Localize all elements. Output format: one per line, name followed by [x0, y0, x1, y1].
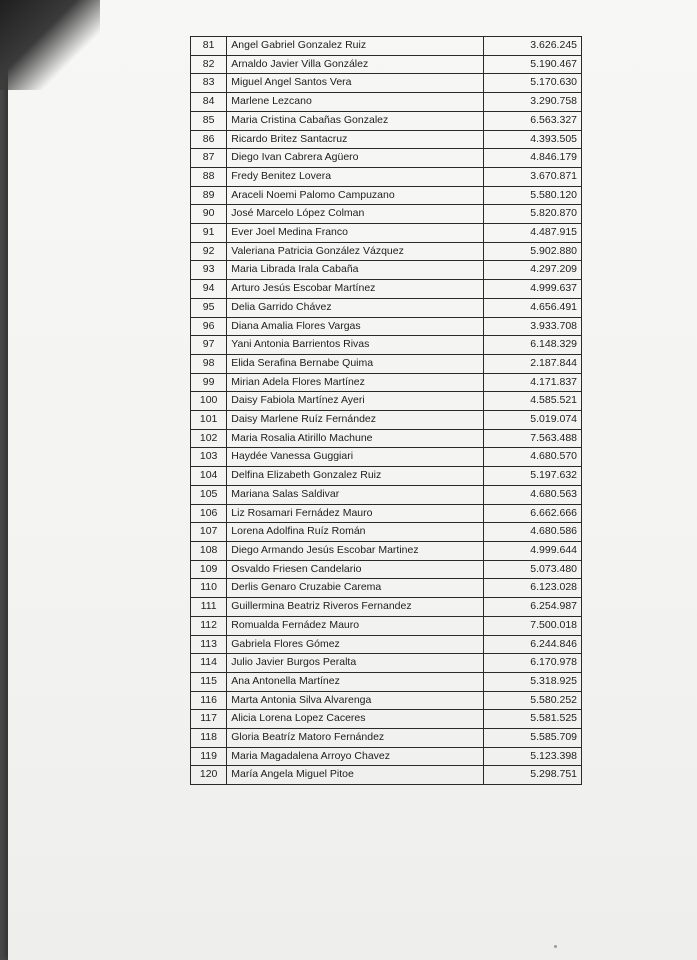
row-number: 106 — [191, 504, 227, 523]
row-number: 84 — [191, 93, 227, 112]
row-number: 81 — [191, 37, 227, 56]
table-row — [191, 224, 582, 243]
row-amount: 3.626.245 — [484, 37, 582, 56]
row-amount: 5.170.630 — [484, 74, 582, 93]
row-amount: 6.123.028 — [484, 579, 582, 598]
row-name: Maria Rosalia Atirillo Machune — [227, 429, 484, 448]
row-number: 85 — [191, 111, 227, 130]
row-number: 101 — [191, 411, 227, 430]
row-number: 88 — [191, 167, 227, 186]
row-name: Yani Antonia Barrientos Rivas — [227, 336, 484, 355]
row-name: Valeriana Patricia González Vázquez — [227, 242, 484, 261]
table-row — [191, 598, 582, 617]
row-name: Ana Antonella Martínez — [227, 672, 484, 691]
row-name: Maria Magadalena Arroyo Chavez — [227, 747, 484, 766]
row-number: 97 — [191, 336, 227, 355]
row-amount: 5.190.467 — [484, 55, 582, 74]
row-number: 111 — [191, 598, 227, 617]
row-amount: 7.500.018 — [484, 616, 582, 635]
row-number: 117 — [191, 710, 227, 729]
row-name: Marta Antonia Silva Alvarenga — [227, 691, 484, 710]
row-name: Ricardo Britez Santacruz — [227, 130, 484, 149]
table-row — [191, 186, 582, 205]
row-name: Delfina Elizabeth Gonzalez Ruiz — [227, 467, 484, 486]
row-number: 93 — [191, 261, 227, 280]
table-row — [191, 560, 582, 579]
row-name: Julio Javier Burgos Peralta — [227, 654, 484, 673]
row-name: Miguel Angel Santos Vera — [227, 74, 484, 93]
table-row — [191, 37, 582, 56]
row-amount: 6.662.666 — [484, 504, 582, 523]
table-row — [191, 149, 582, 168]
row-amount: 4.297.209 — [484, 261, 582, 280]
row-number: 83 — [191, 74, 227, 93]
row-number: 116 — [191, 691, 227, 710]
row-name: Diego Armando Jesús Escobar Martinez — [227, 541, 484, 560]
row-amount: 4.171.837 — [484, 373, 582, 392]
row-amount: 4.487.915 — [484, 224, 582, 243]
row-amount: 6.170.978 — [484, 654, 582, 673]
table-row — [191, 55, 582, 74]
row-name: Arturo Jesús Escobar Martínez — [227, 280, 484, 299]
row-amount: 5.197.632 — [484, 467, 582, 486]
table-row — [191, 261, 582, 280]
row-amount: 4.393.505 — [484, 130, 582, 149]
row-amount: 5.298.751 — [484, 766, 582, 785]
table-row — [191, 541, 582, 560]
table-row — [191, 616, 582, 635]
row-amount: 4.680.570 — [484, 448, 582, 467]
row-number: 94 — [191, 280, 227, 299]
row-amount: 6.244.846 — [484, 635, 582, 654]
row-amount: 7.563.488 — [484, 429, 582, 448]
table-row — [191, 111, 582, 130]
row-name: Marlene Lezcano — [227, 93, 484, 112]
table-row — [191, 747, 582, 766]
row-name: Alicia Lorena Lopez Caceres — [227, 710, 484, 729]
row-number: 108 — [191, 541, 227, 560]
table-row — [191, 298, 582, 317]
row-number: 99 — [191, 373, 227, 392]
row-name: Haydée Vanessa Guggiari — [227, 448, 484, 467]
row-amount: 4.999.637 — [484, 280, 582, 299]
table-row — [191, 672, 582, 691]
row-amount: 5.820.870 — [484, 205, 582, 224]
table-row — [191, 766, 582, 785]
row-name: Mirian Adela Flores Martínez — [227, 373, 484, 392]
row-name: Daisy Fabiola Martínez Ayeri — [227, 392, 484, 411]
row-name: Araceli Noemi Palomo Campuzano — [227, 186, 484, 205]
row-number: 115 — [191, 672, 227, 691]
row-name: Maria Cristina Cabañas Gonzalez — [227, 111, 484, 130]
table-row — [191, 448, 582, 467]
row-amount: 4.680.563 — [484, 485, 582, 504]
table-row — [191, 635, 582, 654]
table-row — [191, 130, 582, 149]
table-row — [191, 579, 582, 598]
row-amount: 4.999.644 — [484, 541, 582, 560]
row-amount: 5.580.252 — [484, 691, 582, 710]
row-name: Gabriela Flores Gómez — [227, 635, 484, 654]
table-row — [191, 205, 582, 224]
row-number: 112 — [191, 616, 227, 635]
paper-speck — [554, 945, 557, 948]
table-body — [191, 37, 582, 785]
row-number: 91 — [191, 224, 227, 243]
table-row — [191, 93, 582, 112]
row-number: 104 — [191, 467, 227, 486]
row-name: Elida Serafina Bernabe Quima — [227, 354, 484, 373]
row-name: Diego Ivan Cabrera Agüero — [227, 149, 484, 168]
row-number: 90 — [191, 205, 227, 224]
row-amount: 5.019.074 — [484, 411, 582, 430]
table-row — [191, 467, 582, 486]
row-number: 95 — [191, 298, 227, 317]
row-name: Gloria Beatríz Matoro Fernández — [227, 729, 484, 748]
row-number: 107 — [191, 523, 227, 542]
table-row — [191, 691, 582, 710]
table-row — [191, 504, 582, 523]
row-number: 114 — [191, 654, 227, 673]
table-row — [191, 654, 582, 673]
row-name: Liz Rosamari Fernádez Mauro — [227, 504, 484, 523]
row-name: Diana Amalia Flores Vargas — [227, 317, 484, 336]
table-row — [191, 729, 582, 748]
row-number: 102 — [191, 429, 227, 448]
row-number: 103 — [191, 448, 227, 467]
row-name: Mariana Salas Saldivar — [227, 485, 484, 504]
table-row — [191, 280, 582, 299]
row-number: 109 — [191, 560, 227, 579]
row-amount: 5.123.398 — [484, 747, 582, 766]
row-number: 96 — [191, 317, 227, 336]
row-amount: 5.585.709 — [484, 729, 582, 748]
row-number: 92 — [191, 242, 227, 261]
row-name: Delia Garrido Chávez — [227, 298, 484, 317]
row-number: 82 — [191, 55, 227, 74]
row-number: 98 — [191, 354, 227, 373]
row-number: 119 — [191, 747, 227, 766]
row-name: Maria Librada Irala Cabaña — [227, 261, 484, 280]
row-amount: 3.933.708 — [484, 317, 582, 336]
row-name: Fredy Benitez Lovera — [227, 167, 484, 186]
table-row — [191, 336, 582, 355]
row-amount: 5.581.525 — [484, 710, 582, 729]
row-name: María Angela Miguel Pitoe — [227, 766, 484, 785]
row-amount: 6.148.329 — [484, 336, 582, 355]
row-name: José Marcelo López Colman — [227, 205, 484, 224]
row-number: 105 — [191, 485, 227, 504]
row-number: 113 — [191, 635, 227, 654]
row-amount: 5.580.120 — [484, 186, 582, 205]
table-row — [191, 167, 582, 186]
document-page — [8, 0, 697, 960]
row-name: Guillermina Beatriz Riveros Fernandez — [227, 598, 484, 617]
table-row — [191, 429, 582, 448]
row-amount: 5.073.480 — [484, 560, 582, 579]
row-amount: 3.290.758 — [484, 93, 582, 112]
table-row — [191, 242, 582, 261]
table-row — [191, 710, 582, 729]
row-name: Arnaldo Javier Villa González — [227, 55, 484, 74]
table-row — [191, 354, 582, 373]
table-row — [191, 523, 582, 542]
row-amount: 5.902.880 — [484, 242, 582, 261]
row-number: 89 — [191, 186, 227, 205]
row-number: 118 — [191, 729, 227, 748]
table-row — [191, 411, 582, 430]
table-row — [191, 392, 582, 411]
row-name: Osvaldo Friesen Candelario — [227, 560, 484, 579]
beneficiary-table — [190, 36, 582, 785]
row-amount: 2.187.844 — [484, 354, 582, 373]
table-row — [191, 74, 582, 93]
row-amount: 4.585.521 — [484, 392, 582, 411]
table-row — [191, 485, 582, 504]
table-row — [191, 373, 582, 392]
row-number: 86 — [191, 130, 227, 149]
row-name: Ever Joel Medina Franco — [227, 224, 484, 243]
row-name: Romualda Fernádez Mauro — [227, 616, 484, 635]
row-amount: 3.670.871 — [484, 167, 582, 186]
row-name: Daisy Marlene Ruíz Fernández — [227, 411, 484, 430]
row-amount: 4.846.179 — [484, 149, 582, 168]
row-amount: 5.318.925 — [484, 672, 582, 691]
row-number: 87 — [191, 149, 227, 168]
row-number: 100 — [191, 392, 227, 411]
row-name: Lorena Adolfina Ruíz Román — [227, 523, 484, 542]
row-amount: 4.656.491 — [484, 298, 582, 317]
row-name: Angel Gabriel Gonzalez Ruiz — [227, 37, 484, 56]
row-number: 110 — [191, 579, 227, 598]
row-amount: 6.563.327 — [484, 111, 582, 130]
row-name: Derlis Genaro Cruzabie Carema — [227, 579, 484, 598]
row-amount: 6.254.987 — [484, 598, 582, 617]
table-row — [191, 317, 582, 336]
row-amount: 4.680.586 — [484, 523, 582, 542]
row-number: 120 — [191, 766, 227, 785]
